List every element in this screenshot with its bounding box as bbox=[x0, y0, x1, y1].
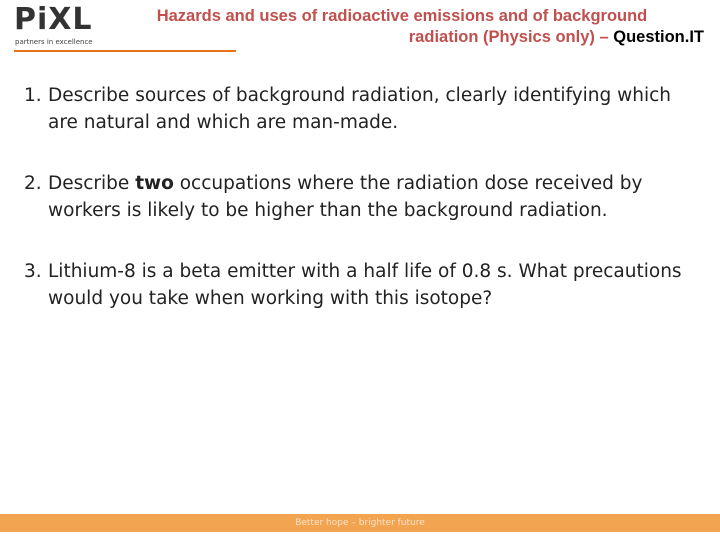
title-line-1: Hazards and uses of radioactive emissions and of background bbox=[156, 7, 648, 25]
footer-slogan: Better hope – brighter future bbox=[295, 518, 425, 528]
question-item bbox=[24, 170, 704, 224]
footer-bar bbox=[0, 514, 720, 532]
question-text bbox=[48, 173, 642, 221]
question-number: 2. bbox=[24, 173, 42, 194]
title-line-2-text: radiation (Physics only) – bbox=[408, 28, 609, 46]
question-text: Describe sources of background radiation, clearly identifying which are natural and which are man-made. bbox=[48, 85, 672, 133]
question-text: Lithium-8 is a beta emitter with a half life of 0.8 s. What precautions would you take when working with this isotope? bbox=[48, 261, 682, 309]
logo-wordmark: PiXL bbox=[14, 2, 93, 37]
page-title bbox=[100, 6, 704, 48]
question-item bbox=[24, 82, 704, 136]
question-emphasis: two bbox=[135, 173, 174, 194]
title-suffix: Question.IT bbox=[613, 28, 704, 46]
title-line-2 bbox=[100, 27, 704, 48]
question-text-start: Describe bbox=[48, 173, 136, 194]
logo-tagline: partners in excellence bbox=[15, 38, 93, 46]
question-number: 1. bbox=[24, 85, 42, 106]
question-number: 3. bbox=[24, 261, 42, 282]
question-text-end: occupations where the radiation dose received by workers is likely to be higher than the background radiation. bbox=[48, 173, 643, 221]
question-item bbox=[24, 258, 704, 312]
question-list bbox=[24, 82, 704, 346]
pixl-logo bbox=[14, 4, 94, 50]
header-divider bbox=[14, 50, 236, 52]
